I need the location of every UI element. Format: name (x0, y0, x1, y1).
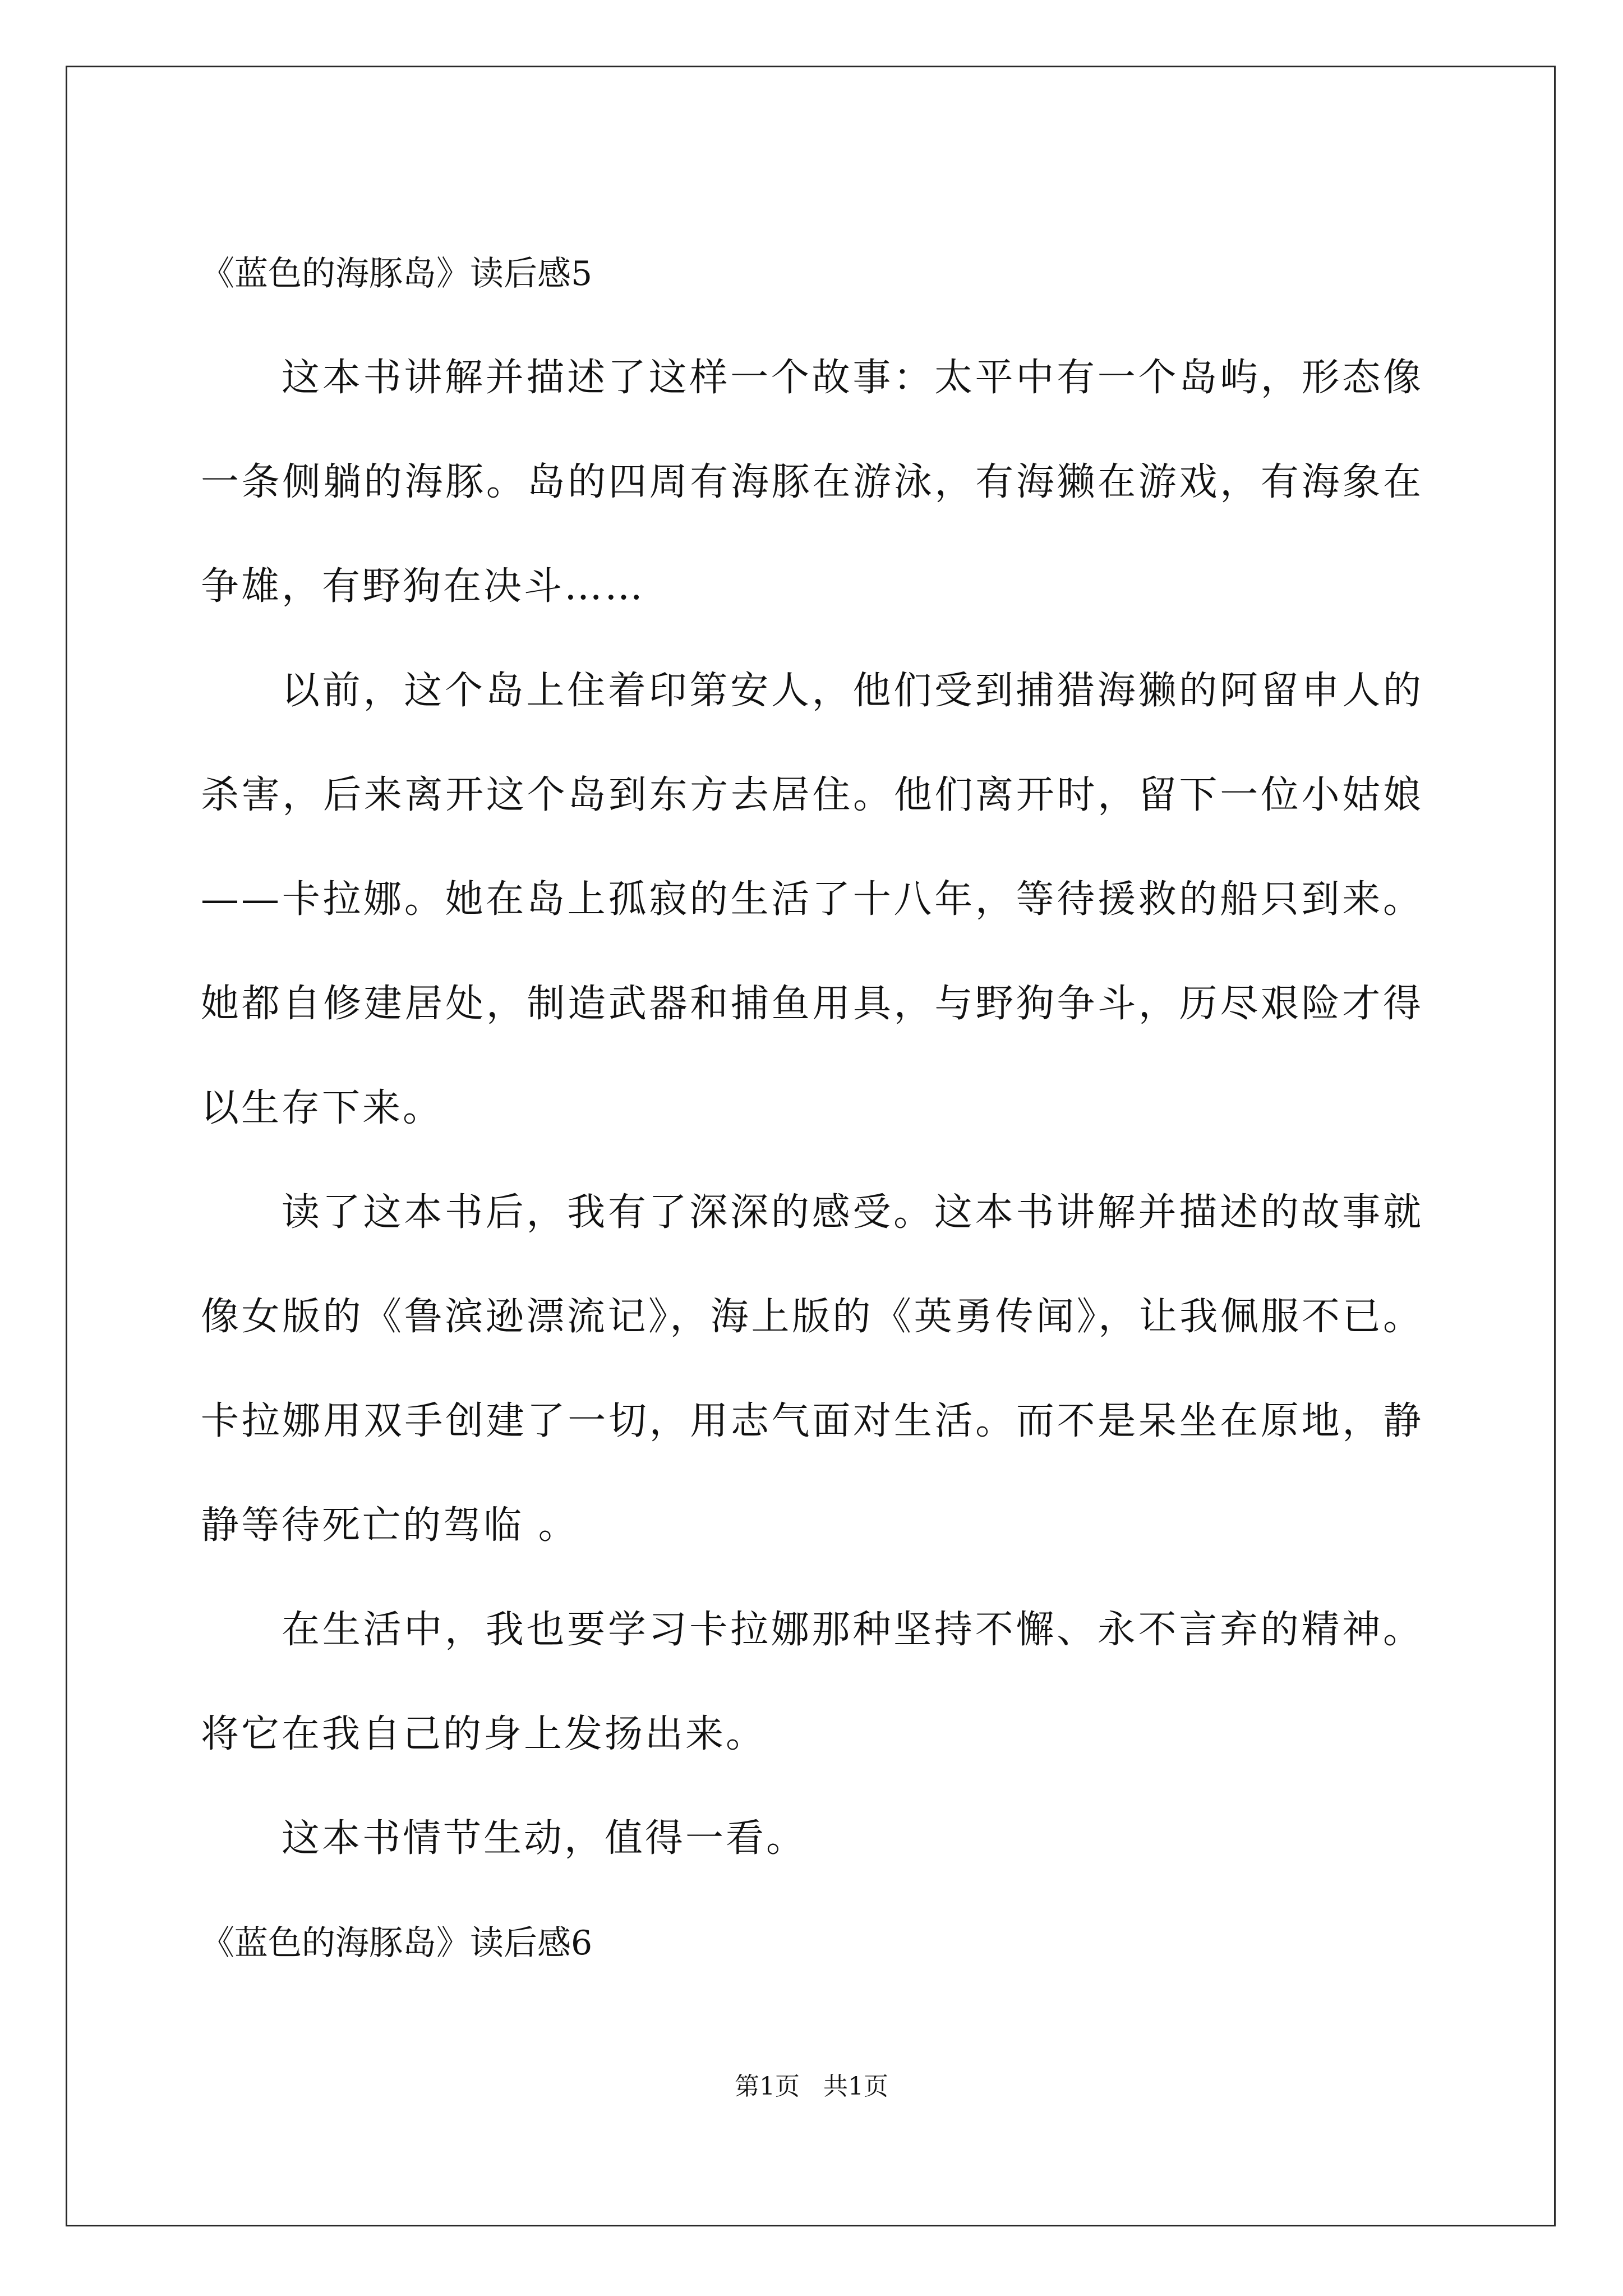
paragraph: 这本书情节生动，值得一看。 (282, 1816, 807, 1861)
paragraph: 这本书讲解并描述了这样一个故事：太平中有一个岛屿，形态像一条侧躺的海豚。岛的四周有海豚在游泳，有海獭在游戏，有海象在争雄，有野狗在决斗…… (201, 356, 1423, 609)
paragraph: 在生活中，我也要学习卡拉娜那种坚持不懈、永不言弃的精神。将它在我自己的身上发扬出来。 (201, 1608, 1423, 1756)
document-body (201, 222, 1423, 1995)
paragraph: 以前，这个岛上住着印第安人，他们受到捕猎海獭的阿留申人的杀害，后来离开这个岛到东方去居住。他们离开时，留下一位小姑娘——卡拉娜。她在岛上孤寂的生活了十八年，等待援救的船只到来。她都自修建居处，制造武器和捕鱼用具，与野狗争斗，历尽艰险才得以生存下来。 (201, 669, 1423, 1130)
paragraph: 读了这本书后，我有了深深的感受。这本书讲解并描述的故事就像女版的《鲁滨逊漂流记》，海上版的《英勇传闻》，让我佩服不已。卡拉娜用双手创建了一切，用志气面对生活。而不是呆坐在原地，静静等待死亡的驾临 。 (201, 1190, 1423, 1548)
section-title: 《蓝色的海豚岛》读后感6 (201, 1924, 593, 1963)
page-number-footer: 第1页 共1页 (735, 2072, 888, 2101)
section-title: 《蓝色的海豚岛》读后感5 (201, 254, 593, 293)
